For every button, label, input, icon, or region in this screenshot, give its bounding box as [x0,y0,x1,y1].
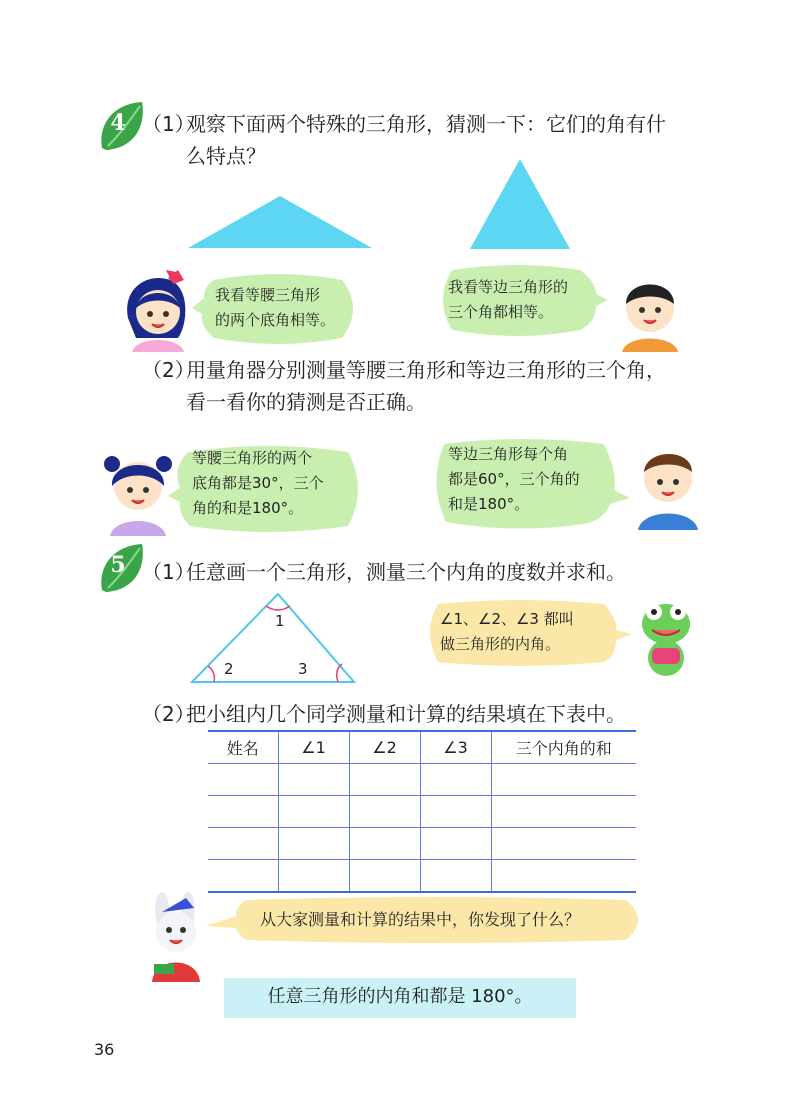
table-cell[interactable] [420,828,491,860]
table-cell[interactable] [208,860,278,893]
table-cell[interactable] [491,796,636,828]
table-row [208,764,636,796]
question-4-1-line1: 观察下面两个特殊的三角形，猜测一下：它们的角有什 [186,112,666,136]
table-cell[interactable] [420,764,491,796]
table-cell[interactable] [278,860,349,893]
frog-avatar [634,596,700,680]
conclusion-text: 任意三角形的内角和都是 180°。 [267,986,533,1007]
question-4-2-marker: （2） [142,358,195,382]
girl-avatar [100,446,176,536]
question-4-1-line2: 么特点？ [186,144,266,168]
bubble-girl2-line2: 底角都是30°，三个 [192,474,324,492]
bubble-girl-line1: 我看等腰三角形 [215,286,321,304]
question-4-2-line1: 用量角器分别测量等腰三角形和等边三角形的三个角， [186,358,666,382]
results-table [208,730,636,893]
table-cell[interactable] [278,764,349,796]
header-angle-1: ∠1 [278,731,349,764]
table-header-row [208,731,636,764]
table-cell[interactable] [420,860,491,893]
bubble-boy-line2: 三个角都相等。 [448,303,554,321]
table-row [208,828,636,860]
header-name: 姓名 [208,731,278,764]
bubble-boy-line1: 我看等边三角形的 [448,278,569,296]
table-cell[interactable] [349,828,420,860]
table-cell[interactable] [278,828,349,860]
bubble-rabbit-text: 从大家测量和计算的结果中，你发现了什么？ [260,910,581,929]
question-5-1-marker: （1） [142,560,195,584]
header-angle-2: ∠2 [349,731,420,764]
table-cell[interactable] [208,828,278,860]
question-4-2-line2: 看一看你的猜测是否正确。 [186,390,426,414]
table-cell[interactable] [420,796,491,828]
bubble-frog-line2: 做三角形的内角。 [440,635,561,653]
table-cell[interactable] [491,860,636,893]
table-row [208,860,636,893]
section-number: 5 [110,552,126,578]
conclusion-box [224,978,576,1018]
angle-label-1: 1 [275,612,285,630]
section-number: 4 [110,110,126,136]
table-cell[interactable] [491,764,636,796]
arbitrary-triangle [186,590,366,686]
table-cell[interactable] [349,796,420,828]
table-cell[interactable] [278,796,349,828]
table-cell[interactable] [208,764,278,796]
header-angle-sum: 三个内角的和 [491,731,636,764]
boy-avatar [630,438,706,530]
table-cell[interactable] [208,796,278,828]
table-row [208,796,636,828]
rabbit-avatar [140,892,212,982]
table-cell[interactable] [349,860,420,893]
bubble-girl2-line1: 等腰三角形的两个 [192,449,313,467]
question-5-2-text: 把小组内几个同学测量和计算的结果填在下表中。 [186,702,626,726]
bubble-girl2-line3: 角的和是180°。 [192,499,304,517]
question-5-2-marker: （2） [142,702,195,726]
table-cell[interactable] [491,828,636,860]
table-cell[interactable] [349,764,420,796]
angle-label-2: 2 [224,660,234,678]
page-number: 36 [94,1040,115,1059]
bubble-boy2-line2: 都是60°，三个角的 [448,470,580,488]
question-4-1-marker: （1） [142,112,195,136]
girl-avatar [118,268,198,352]
isosceles-triangle [180,190,380,254]
boy-avatar [610,268,690,352]
header-angle-3: ∠3 [420,731,491,764]
bubble-frog-line1: ∠1、∠2、∠3 都叫 [440,610,574,628]
bubble-boy2-line1: 等边三角形每个角 [448,445,569,463]
angle-label-3: 3 [298,660,308,678]
bubble-boy2-line3: 和是180°。 [448,495,530,513]
bubble-girl-line2: 的两个底角相等。 [215,311,336,329]
question-5-1-text: 任意画一个三角形，测量三个内角的度数并求和。 [186,560,626,584]
equilateral-triangle [460,155,580,255]
